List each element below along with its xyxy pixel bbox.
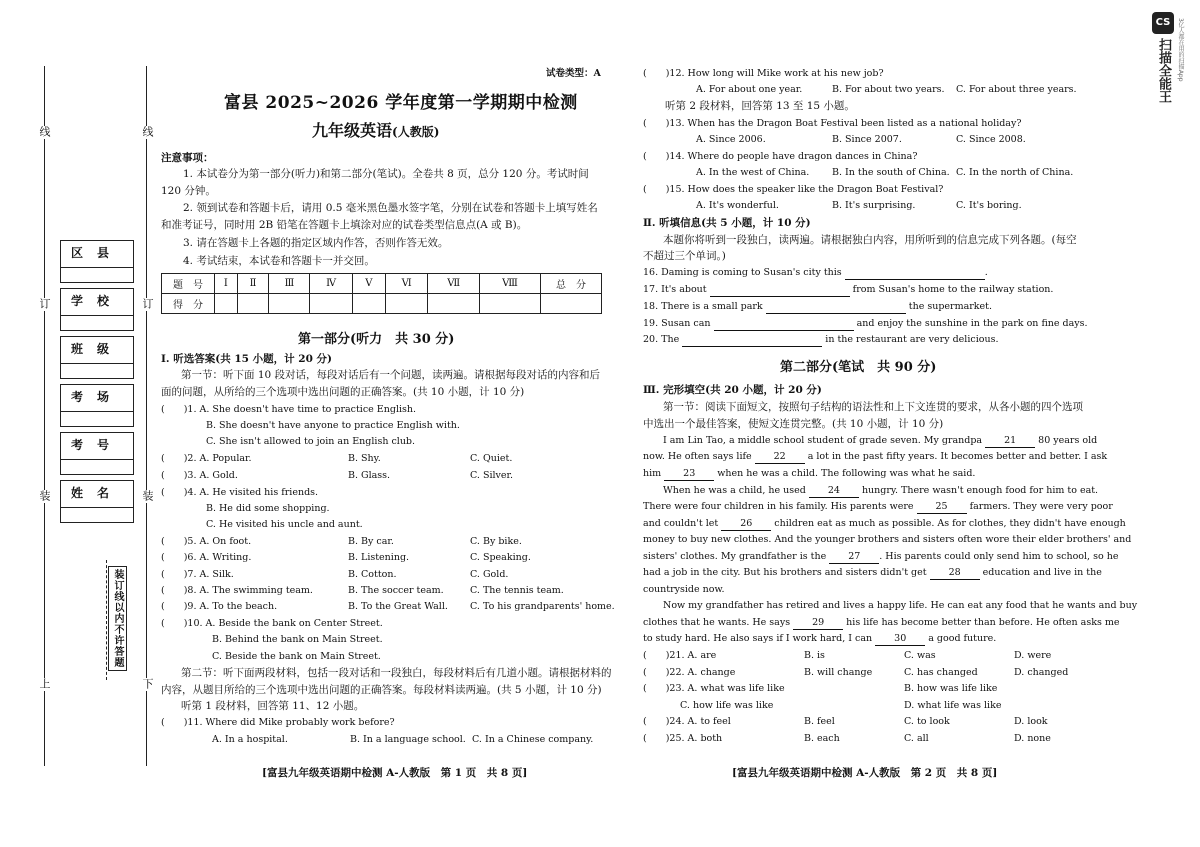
fill-text: and enjoy the sunshine in the park on fine days. <box>856 318 1088 329</box>
fill-blank-20[interactable] <box>682 334 822 347</box>
edition-label: (人教版) <box>392 125 440 139</box>
option: C. Beside the bank on Main Street. <box>212 651 381 662</box>
score-cell[interactable] <box>310 294 352 314</box>
passage-text: countryside now. <box>643 584 725 595</box>
option: D. what life was like <box>904 700 1002 711</box>
option: B. In the south of China. <box>832 167 950 178</box>
question-14: ( )14. Where do people have dragon dances in China? <box>643 151 918 162</box>
option: C. has changed <box>904 667 978 678</box>
cloze-blank-27: 27 <box>829 551 879 564</box>
passage-line <box>643 534 1131 546</box>
binding-mark: 装 <box>38 490 51 503</box>
question-22: ( )22. A. change <box>643 667 736 678</box>
section1-part2-instr: 第二节：听下面两段材料，包括一段对话和一段独白，每段材料后有几道小题。请根据材料的 <box>181 667 612 679</box>
question-11: ( )11. Where did Mike probably work before? <box>161 717 395 728</box>
question-25: ( )25. A. both <box>643 733 723 744</box>
option: A. Since 2006. <box>696 134 766 145</box>
section1-heading: Ⅰ. 听选答案(共 15 小题，计 20 分) <box>161 353 333 365</box>
option: B. Glass. <box>348 470 391 481</box>
passage-line <box>643 501 1113 514</box>
question-9: ( )9. A. To the beach. <box>161 601 278 612</box>
passage-line <box>643 451 1107 464</box>
binding-warning: 装订线以内不许答题 <box>108 566 127 671</box>
page-footer-2: [富县九年级英语期中检测 A-人教版 第 2 页 共 8 页] <box>732 767 998 779</box>
option: C. Gold. <box>470 569 509 580</box>
cloze-blank-24: 24 <box>809 485 859 498</box>
passage-text: clothes that he wants. He says <box>643 617 791 628</box>
exam-title: 富县 2025~2026 学年度第一学期期中检测 <box>224 93 578 113</box>
subject-label: 九年级英语 <box>312 121 393 140</box>
section2-instr: 不超过三个单词。) <box>643 250 726 262</box>
field-exam-number: 考号 <box>60 432 134 460</box>
score-header-cell: Ⅵ <box>385 274 427 294</box>
passage-text: and couldn't let <box>643 518 719 529</box>
score-header-cell: Ⅲ <box>269 274 310 294</box>
score-table-header <box>162 274 602 294</box>
option: A. In the west of China. <box>696 167 810 178</box>
binding-mark: 上 <box>38 678 51 691</box>
cs-logo-icon: CS <box>1152 12 1174 34</box>
option: B. To the Great Wall. <box>348 601 448 612</box>
option: C. He visited his uncle and aunt. <box>206 519 363 530</box>
option: C. how life was like <box>680 700 774 711</box>
passage-line <box>643 468 975 481</box>
fill-blank-18[interactable] <box>766 301 906 314</box>
passage-text: children eat as much as possible. As for clothes, they didn't have enough <box>774 518 1126 529</box>
option: D. none <box>1014 733 1051 744</box>
fill-text: 18. There is a small park <box>643 301 763 312</box>
section3-instr: 第一节：阅读下面短文，按照句子结构的语法性和上下文连贯的要求，从各小题的四个选项 <box>663 401 1083 413</box>
section1-instr: 面的问题，从所给的三个选项中选出问题的正确答案。(共 10 小题，计 10 分) <box>161 386 525 398</box>
binding-mark: 装 <box>141 490 154 503</box>
section3-heading: Ⅲ. 完形填空(共 20 小题，计 20 分) <box>643 384 822 396</box>
passage-text: money to buy new clothes. And the younger brothers and sisters often wore their elder brothers' and <box>643 534 1132 545</box>
listen-instruction: 听第 1 段材料，回答第 11、12 小题。 <box>181 700 365 712</box>
passage-line <box>643 584 725 596</box>
option: C. By bike. <box>470 536 522 547</box>
passage-text: Now my grandfather has retired and lives a happy life. He can eat any food that he wants and buy <box>663 600 1138 611</box>
score-cell[interactable] <box>480 294 541 314</box>
cloze-blank-30: 30 <box>875 633 925 646</box>
note-line: 2. 领到试卷和答题卡后，请用 0.5 毫米黑色墨水签字笔，分别在试卷和答题卡上填写姓名 <box>183 202 598 214</box>
field-district: 区县 <box>60 240 134 268</box>
score-header-cell: 题 号 <box>162 274 215 294</box>
option: D. look <box>1014 716 1048 727</box>
fill-blank-19[interactable] <box>714 318 854 331</box>
option: C. Quiet. <box>470 453 513 464</box>
passage-text: had a job in the city. But his brothers and sisters didn't get <box>643 567 927 578</box>
option: B. She doesn't have anyone to practice English with. <box>206 420 460 431</box>
option: A. It's wonderful. <box>696 200 779 211</box>
passage-line <box>663 600 1137 612</box>
passage-text: . His parents could only send him to school, so he <box>879 551 1119 562</box>
option: C. In the north of China. <box>956 167 1074 178</box>
field-class-blank[interactable] <box>60 362 134 379</box>
part1-title: 第一部分(听力 共 30 分) <box>298 332 455 347</box>
score-cell[interactable] <box>352 294 385 314</box>
option: A. In a hospital. <box>212 734 288 745</box>
field-exam-room-blank[interactable] <box>60 410 134 427</box>
option: B. Behind the bank on Main Street. <box>212 634 383 645</box>
option: C. In a Chinese company. <box>472 734 594 745</box>
fill-text: the supermarket. <box>908 301 993 312</box>
field-district-blank[interactable] <box>60 266 134 283</box>
passage-text: education and live in the <box>982 567 1102 578</box>
scanner-tagline: 3亿人都在用的扫描App <box>1177 18 1184 82</box>
question-13: ( )13. When has the Dragon Boat Festival been listed as a national holiday? <box>643 118 1022 129</box>
fill-text: . <box>984 267 988 278</box>
binding-mark: 下 <box>141 678 154 691</box>
option: C. Speaking. <box>470 552 531 563</box>
question-4: ( )4. A. He visited his friends. <box>161 487 319 498</box>
question-6: ( )6. A. Writing. <box>161 552 252 563</box>
option: A. For about one year. <box>696 84 803 95</box>
field-class: 班级 <box>60 336 134 364</box>
passage-line <box>663 485 1098 498</box>
option: B. feel <box>804 716 835 727</box>
option: B. how was life like <box>904 683 998 694</box>
binding-line-outer <box>44 66 45 766</box>
field-school-blank[interactable] <box>60 314 134 331</box>
question-5: ( )5. A. On foot. <box>161 536 252 547</box>
option: B. By car. <box>348 536 394 547</box>
note-line: 3. 请在答题卡上各题的指定区域内作答，否则作答无效。 <box>183 237 449 249</box>
score-cell[interactable] <box>215 294 238 314</box>
option: B. Listening. <box>348 552 410 563</box>
option: B. For about two years. <box>832 84 945 95</box>
section2-instr: 本题你将听到一段独白，读两遍。请根据独白内容，用所听到的信息完成下列各题。(每空 <box>663 234 1077 246</box>
cloze-blank-29: 29 <box>793 617 843 630</box>
passage-line <box>643 633 996 646</box>
passage-text: hungry. There wasn't enough food for him to eat. <box>861 485 1099 496</box>
score-cell[interactable] <box>428 294 480 314</box>
listen-instruction: 听第 2 段材料，回答第 13 至 15 小题。 <box>665 100 855 112</box>
note-line: 和准考证号，同时用 2B 铅笔在答题卡上填涂对应的试卷类型信息点(A 或 B)。 <box>161 219 528 231</box>
fill-16 <box>643 267 988 280</box>
question-7: ( )7. A. Silk. <box>161 569 234 580</box>
cloze-blank-21: 21 <box>985 435 1035 448</box>
section2-heading: Ⅱ. 听填信息(共 5 小题，计 10 分) <box>643 217 811 229</box>
option: C. all <box>904 733 929 744</box>
fill-19 <box>643 318 1088 331</box>
score-cell[interactable] <box>269 294 310 314</box>
passage-text: 80 years old <box>1038 435 1098 446</box>
paper-type: 试卷类型：A <box>546 68 601 79</box>
fill-blank-17[interactable] <box>710 284 850 297</box>
question-21: ( )21. A. are <box>643 650 717 661</box>
option: C. To his grandparents' home. <box>470 601 615 612</box>
binding-mark: 订 <box>141 298 154 311</box>
score-header-cell: Ⅷ <box>480 274 541 294</box>
passage-text: him <box>643 468 662 479</box>
cloze-blank-28: 28 <box>930 567 980 580</box>
question-23: ( )23. A. what was life like <box>643 683 785 694</box>
score-row-label: 得 分 <box>162 294 215 314</box>
option: B. will change <box>804 667 873 678</box>
option: C. The tennis team. <box>470 585 564 596</box>
note-line: 4. 考试结束，本试卷和答题卡一并交回。 <box>183 255 375 267</box>
passage-line <box>643 567 1102 580</box>
score-cell[interactable] <box>385 294 427 314</box>
passage-line <box>643 551 1118 564</box>
option: B. He did some shopping. <box>206 503 330 514</box>
option: C. Silver. <box>470 470 514 481</box>
passage-text: his life has become better than before. He often asks me <box>846 617 1120 628</box>
cloze-blank-22: 22 <box>755 451 805 464</box>
fill-text: from Susan's home to the railway station. <box>852 284 1054 295</box>
option: B. Cotton. <box>348 569 397 580</box>
field-name-blank[interactable] <box>60 506 134 523</box>
option: C. For about three years. <box>956 84 1077 95</box>
note-line: 120 分钟。 <box>161 185 216 197</box>
score-cell[interactable] <box>541 294 602 314</box>
option: C. to look <box>904 716 950 727</box>
option: D. changed <box>1014 667 1069 678</box>
note-line: 1. 本试卷分为第一部分(听力)和第二部分(笔试)。全卷共 8 页，总分 120 分。考试时间 <box>183 168 589 180</box>
fill-text: 19. Susan can <box>643 318 711 329</box>
binding-mark: 订 <box>38 298 51 311</box>
score-header-cell: Ⅶ <box>428 274 480 294</box>
passage-text: a lot in the past fifty years. It becomes better and better. I ask <box>807 451 1108 462</box>
option: C. was <box>904 650 936 661</box>
score-table-row <box>162 294 602 314</box>
passage-text: sisters' clothes. My grandfather is the <box>643 551 827 562</box>
option: B. Since 2007. <box>832 134 902 145</box>
scanner-app-name: 扫描全能王 <box>1156 38 1171 103</box>
exam-subtitle <box>312 118 439 141</box>
passage-line <box>643 617 1119 630</box>
question-24: ( )24. A. to feel <box>643 716 731 727</box>
option: C. She isn't allowed to join an English club. <box>206 436 416 447</box>
scanner-watermark <box>1150 12 1190 142</box>
fill-text: 20. The <box>643 334 680 345</box>
passage-text: I am Lin Tao, a middle school student of grade seven. My grandpa <box>663 435 983 446</box>
option: C. Since 2008. <box>956 134 1026 145</box>
question-3: ( )3. A. Gold. <box>161 470 238 481</box>
fill-text: 17. It's about <box>643 284 707 295</box>
field-exam-room: 考场 <box>60 384 134 412</box>
question-12: ( )12. How long will Mike work at his new job? <box>643 68 884 79</box>
passage-text: farmers. They were very poor <box>969 501 1113 512</box>
section1-instr: 第一节：听下面 10 段对话，每段对话后有一个问题，读两遍。请根据每段对话的内容和后 <box>181 369 601 381</box>
section1-part2-instr: 内容，从题目所给的三个选项中选出问题的正确答案。每段材料读两遍。(共 5 小题，计 10 分) <box>161 684 602 696</box>
passage-line <box>643 518 1126 531</box>
binding-mark: 线 <box>141 126 154 139</box>
option: D. were <box>1014 650 1052 661</box>
fill-text: 16. Daming is coming to Susan's city this <box>643 267 842 278</box>
notes-heading: 注意事项： <box>161 152 214 164</box>
fill-blank-16[interactable] <box>845 267 985 280</box>
question-10: ( )10. A. Beside the bank on Center Street. <box>161 618 383 629</box>
score-header-cell: Ⅳ <box>310 274 352 294</box>
passage-line <box>663 435 1097 448</box>
cloze-blank-25: 25 <box>917 501 967 514</box>
passage-text: to study hard. He also says if I work hard, I can <box>643 633 873 644</box>
passage-text: a good future. <box>928 633 997 644</box>
question-2: ( )2. A. Popular. <box>161 453 252 464</box>
passage-text: when he was a child. The following was what he said. <box>717 468 976 479</box>
fill-17 <box>643 284 1053 297</box>
option: C. It's boring. <box>956 200 1022 211</box>
score-header-cell: Ⅰ <box>215 274 238 294</box>
page-footer-1: [富县九年级英语期中检测 A-人教版 第 1 页 共 8 页] <box>262 767 528 779</box>
option: B. each <box>804 733 840 744</box>
score-header-cell: Ⅱ <box>237 274 269 294</box>
passage-text: now. He often says life <box>643 451 752 462</box>
option: B. The soccer team. <box>348 585 444 596</box>
fill-20 <box>643 334 998 347</box>
score-header-cell: 总 分 <box>541 274 602 294</box>
field-exam-number-blank[interactable] <box>60 458 134 475</box>
section3-instr: 中选出一个最佳答案，使短文连贯完整。(共 10 小题，计 10 分) <box>643 418 944 430</box>
question-1: ( )1. A. She doesn't have time to practice English. <box>161 404 417 415</box>
cloze-blank-23: 23 <box>664 468 714 481</box>
option: B. It's surprising. <box>832 200 916 211</box>
binding-mark: 线 <box>38 126 51 139</box>
passage-text: When he was a child, he used <box>663 485 806 496</box>
score-cell[interactable] <box>237 294 269 314</box>
part2-title: 第二部分(笔试 共 90 分) <box>780 360 937 375</box>
passage-text: There were four children in his family. His parents were <box>643 501 914 512</box>
field-name: 姓名 <box>60 480 134 508</box>
score-table <box>161 273 602 314</box>
option: B. In a language school. <box>350 734 466 745</box>
question-8: ( )8. A. The swimming team. <box>161 585 313 596</box>
binding-line-inner <box>146 66 147 766</box>
option: B. Shy. <box>348 453 381 464</box>
cloze-blank-26: 26 <box>721 518 771 531</box>
binding-dash <box>106 560 107 680</box>
question-15: ( )15. How does the speaker like the Dragon Boat Festival? <box>643 184 944 195</box>
option: B. is <box>804 650 825 661</box>
score-header-cell: Ⅴ <box>352 274 385 294</box>
fill-18 <box>643 301 992 314</box>
fill-text: in the restaurant are very delicious. <box>825 334 999 345</box>
field-school: 学校 <box>60 288 134 316</box>
